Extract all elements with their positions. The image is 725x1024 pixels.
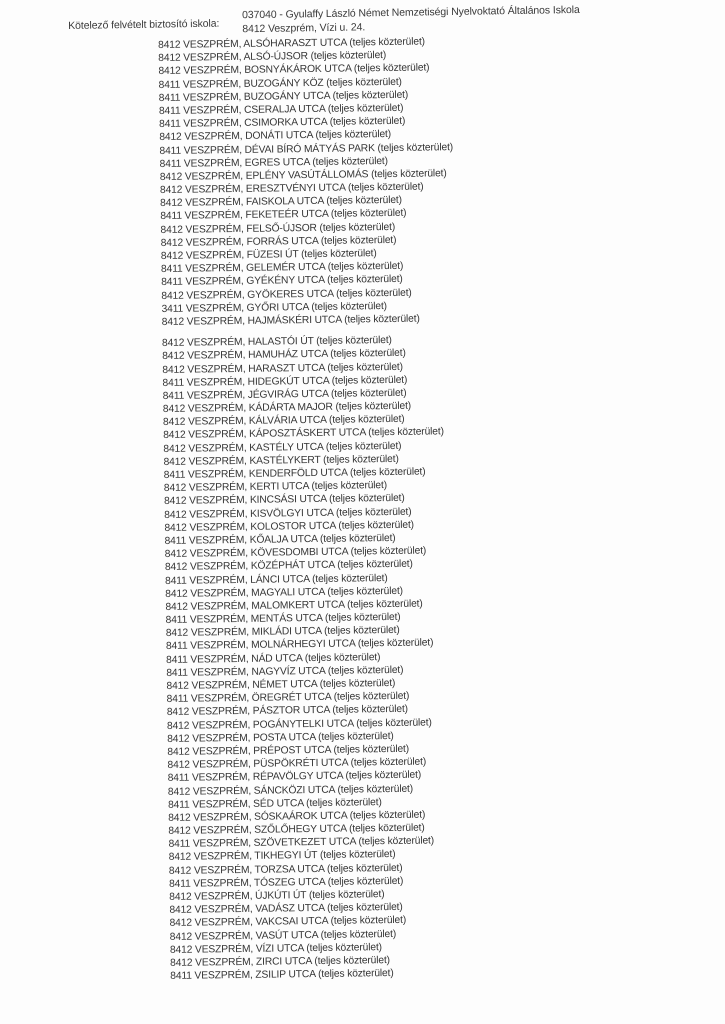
street-list-item: 8411 VESZPRÉM, ÖREGRÉT UTCA (teljes közterület) (166, 690, 410, 706)
street-list-item: 8411 VESZPRÉM, TÓSZEG UTCA (teljes közterület) (168, 875, 404, 890)
street-list-item: 8412 VESZPRÉM, ALSÓHARASZT UTCA (teljes közterület) (158, 36, 425, 51)
street-list-item: 8412 VESZPRÉM, MIKLÁDI UTCA (teljes közterület) (165, 625, 400, 640)
street-list-item: 8412 VESZPRÉM, POSTA UTCA (teljes közterület) (167, 730, 394, 745)
street-list-item: 8412 VESZPRÉM, MAGYALI UTCA (teljes közterület) (165, 585, 404, 600)
street-list-item: 8412 VESZPRÉM, FORRÁS UTCA (teljes közterület) (160, 234, 397, 249)
street-list-item: 8411 VESZPRÉM, GYÉKÉNY UTCA (teljes közterület) (161, 274, 403, 289)
street-list-item: 8412 VESZPRÉM, SÁNCKÖZI UTCA (teljes közterület) (167, 783, 414, 798)
street-list-item: 8412 VESZPRÉM, SZŐLŐHEGY UTCA (teljes közterület) (168, 822, 425, 837)
street-list-item: 8411 VESZPRÉM, BUZOGÁNY KÖZ (teljes közterület) (158, 76, 402, 91)
street-list-item: 8412 VESZPRÉM, TORZSA UTCA (teljes közterület) (168, 862, 403, 877)
street-list-item: 8411 VESZPRÉM, BUZOGÁNY UTCA (teljes közterület) (158, 89, 409, 104)
street-list-item: 8412 VESZPRÉM, POGÁNYTELKI UTCA (teljes közterület) (166, 717, 432, 732)
street-list-item: 8411 VESZPRÉM, DÉVAI BÍRÓ MÁTYÁS PARK (teljes közterület) (159, 141, 454, 157)
street-list-item: 8412 VESZPRÉM, KISVÖLGYI UTCA (teljes közterület) (164, 506, 412, 521)
street-list-item: 8412 VESZPRÉM, MALOMKERT UTCA (teljes közterület) (165, 598, 423, 613)
street-list-item: 8411 VESZPRÉM, SZÖVETKEZET UTCA (teljes közterület) (168, 835, 435, 851)
street-list-item: 8412 VESZPRÉM, FAISKOLA UTCA (teljes közterület) (160, 195, 402, 210)
street-list-item: 8412 VESZPRÉM, HARASZT UTCA (teljes közterület) (162, 361, 403, 376)
street-list-item: 8412 VESZPRÉM, FÜZESI ÚT (teljes közterület) (160, 248, 377, 262)
street-list-item: 8412 VESZPRÉM, ÚJKÚTI ÚT (teljes közterület) (169, 889, 385, 903)
street-list (158, 34, 570, 983)
street-list-item: 8412 VESZPRÉM, ZIRCI UTCA (teljes közterület) (170, 954, 391, 969)
street-list-item: 8412 VESZPRÉM, KASTÉLY UTCA (teljes közterület) (163, 440, 402, 455)
street-list-item: 8412 VESZPRÉM, KASTÉLYKERT (teljes közterület) (163, 453, 399, 468)
street-list-item: 8412 VESZPRÉM, HAMUHÁZ UTCA (teljes közterület) (162, 348, 406, 363)
street-list-item: 8411 VESZPRÉM, MOLNÁRHEGYI UTCA (teljes közterület) (165, 637, 434, 653)
street-list-item: 8412 VESZPRÉM, PRÉPOST UTCA (teljes közterület) (167, 743, 410, 758)
street-list-item: 8412 VESZPRÉM, KÖVESDOMBI UTCA (teljes közterület) (164, 545, 427, 561)
street-list-item: 8411 VESZPRÉM, CSIMORKA UTCA (teljes közterület) (159, 115, 406, 131)
street-list-item: 8411 VESZPRÉM, CSERALJA UTCA (teljes közterület) (158, 102, 404, 117)
header-label: Kötelező felvételt biztosító iskola: (68, 17, 220, 32)
street-list-item: 8411 VESZPRÉM, GELEMÉR UTCA (teljes közterület) (160, 260, 404, 276)
street-list-item: 8411 VESZPRÉM, LÁNCI UTCA (teljes közterület) (165, 572, 388, 587)
street-list-item: 8412 VESZPRÉM, HAJMÁSKÉRI UTCA (teljes közterület) (161, 313, 420, 328)
street-list-item: 8411 VESZPRÉM, NÁD UTCA (teljes közterület) (166, 651, 381, 666)
street-list-item: 8412 VESZPRÉM, KÁDÁRTA MAJOR (teljes közterület) (162, 400, 412, 416)
school-name: 037040 - Gyulaffy László Német Nemzetiségi Nyelvoktató Általános Iskola (241, 3, 580, 22)
street-list-item: 8412 VESZPRÉM, KOLOSTOR UTCA (teljes közterület) (164, 519, 415, 534)
street-list-item: 8411 VESZPRÉM, MENTÁS UTCA (teljes közterület) (165, 611, 401, 627)
street-list-item: 8412 VESZPRÉM, VAKCSAI UTCA (teljes közterület) (169, 915, 407, 930)
street-list-item: 8411 VESZPRÉM, FEKETEÉR UTCA (teljes közterület) (160, 208, 407, 223)
street-list-item: 8412 VESZPRÉM, ALSÓ-ÚJSOR (teljes közterület) (158, 50, 387, 65)
school-address: 8412 Veszprém, Vízi u. 24. (242, 21, 366, 36)
street-list-item: 8411 VESZPRÉM, HIDEGKÚT UTCA (teljes közterület) (162, 374, 408, 389)
street-list-item: 8412 VESZPRÉM, VÍZI UTCA (teljes közterület) (169, 941, 382, 956)
street-list-item: 8412 VESZPRÉM, KÁPOSZTÁSKERT UTCA (teljes közterület) (163, 426, 444, 442)
street-list-item: 8412 VESZPRÉM, KERTI UTCA (teljes közterület) (163, 480, 388, 495)
street-list-item: 8412 VESZPRÉM, FELSŐ-ÚJSOR (teljes közterület) (160, 221, 396, 236)
street-list-item: 8411 VESZPRÉM, KŐALJA UTCA (teljes közterület) (164, 532, 396, 547)
street-list-item: 8411 VESZPRÉM, RÉPAVÖLGY UTCA (teljes közterület) (167, 769, 422, 785)
street-list-item: 8411 VESZPRÉM, EGRES UTCA (teljes közterület) (159, 155, 388, 170)
street-list-item: 8412 VESZPRÉM, HALASTÓI ÚT (teljes közterület) (161, 335, 392, 350)
street-list-item: 8412 VESZPRÉM, TIKHEGYI ÚT (teljes közterület) (168, 849, 396, 864)
street-list-item: 8412 VESZPRÉM, BOSNYÁKÁROK UTCA (teljes közterület) (158, 62, 430, 78)
street-list-item: 8411 VESZPRÉM, ZSILIP UTCA (teljes közterület) (170, 968, 394, 983)
street-list-item: 8412 VESZPRÉM, KÁLVÁRIA UTCA (teljes közterület) (162, 414, 405, 429)
street-list-item: 8412 VESZPRÉM, NÉMET UTCA (teljes közterület) (166, 677, 396, 692)
street-list-item: 8412 VESZPRÉM, KÖZÉPHÁT UTCA (teljes közterület) (164, 559, 413, 574)
street-list-item: 8412 VESZPRÉM, DONÁTI UTCA (teljes közterület) (159, 129, 392, 144)
street-list-item: 8412 VESZPRÉM, KINCSÁSI UTCA (teljes közterület) (163, 493, 405, 508)
street-list-item: 8411 VESZPRÉM, KENDERFÖLD UTCA (teljes közterület) (163, 466, 426, 481)
street-list-item: 3411 VESZPRÉM, GYŐRI UTCA (teljes közterület) (161, 300, 387, 315)
street-list-item: 8412 VESZPRÉM, VASÚT UTCA (teljes közterület) (169, 928, 397, 943)
street-list-item: 8411 VESZPRÉM, NAGYVÍZ UTCA (teljes közterület) (166, 664, 404, 679)
street-list-item: 8412 VESZPRÉM, GYÖKERES UTCA (teljes közterület) (161, 287, 412, 302)
street-list-item: 8411 VESZPRÉM, SÉD UTCA (teljes közterület) (167, 796, 382, 811)
street-list-item: 8412 VESZPRÉM, EPLÉNY VASÚTÁLLOMÁS (teljes közterület) (159, 168, 447, 183)
street-list-item: 8412 VESZPRÉM, ERESZTVÉNYI UTCA (teljes közterület) (159, 181, 424, 197)
street-list-item: 8412 VESZPRÉM, VADÁSZ UTCA (teljes közterület) (169, 902, 403, 917)
street-list-item: 8412 VESZPRÉM, PÜSPÖKRÉTI UTCA (teljes közterület) (167, 756, 427, 772)
street-list-item: 8411 VESZPRÉM, JÉGVIRÁG UTCA (teljes közterület) (162, 387, 407, 402)
street-list-item: 8412 VESZPRÉM, PÁSZTOR UTCA (teljes közterület) (166, 704, 408, 719)
street-list-item: 8412 VESZPRÉM, SÓSKAÁROK UTCA (teljes közterület) (168, 809, 426, 824)
